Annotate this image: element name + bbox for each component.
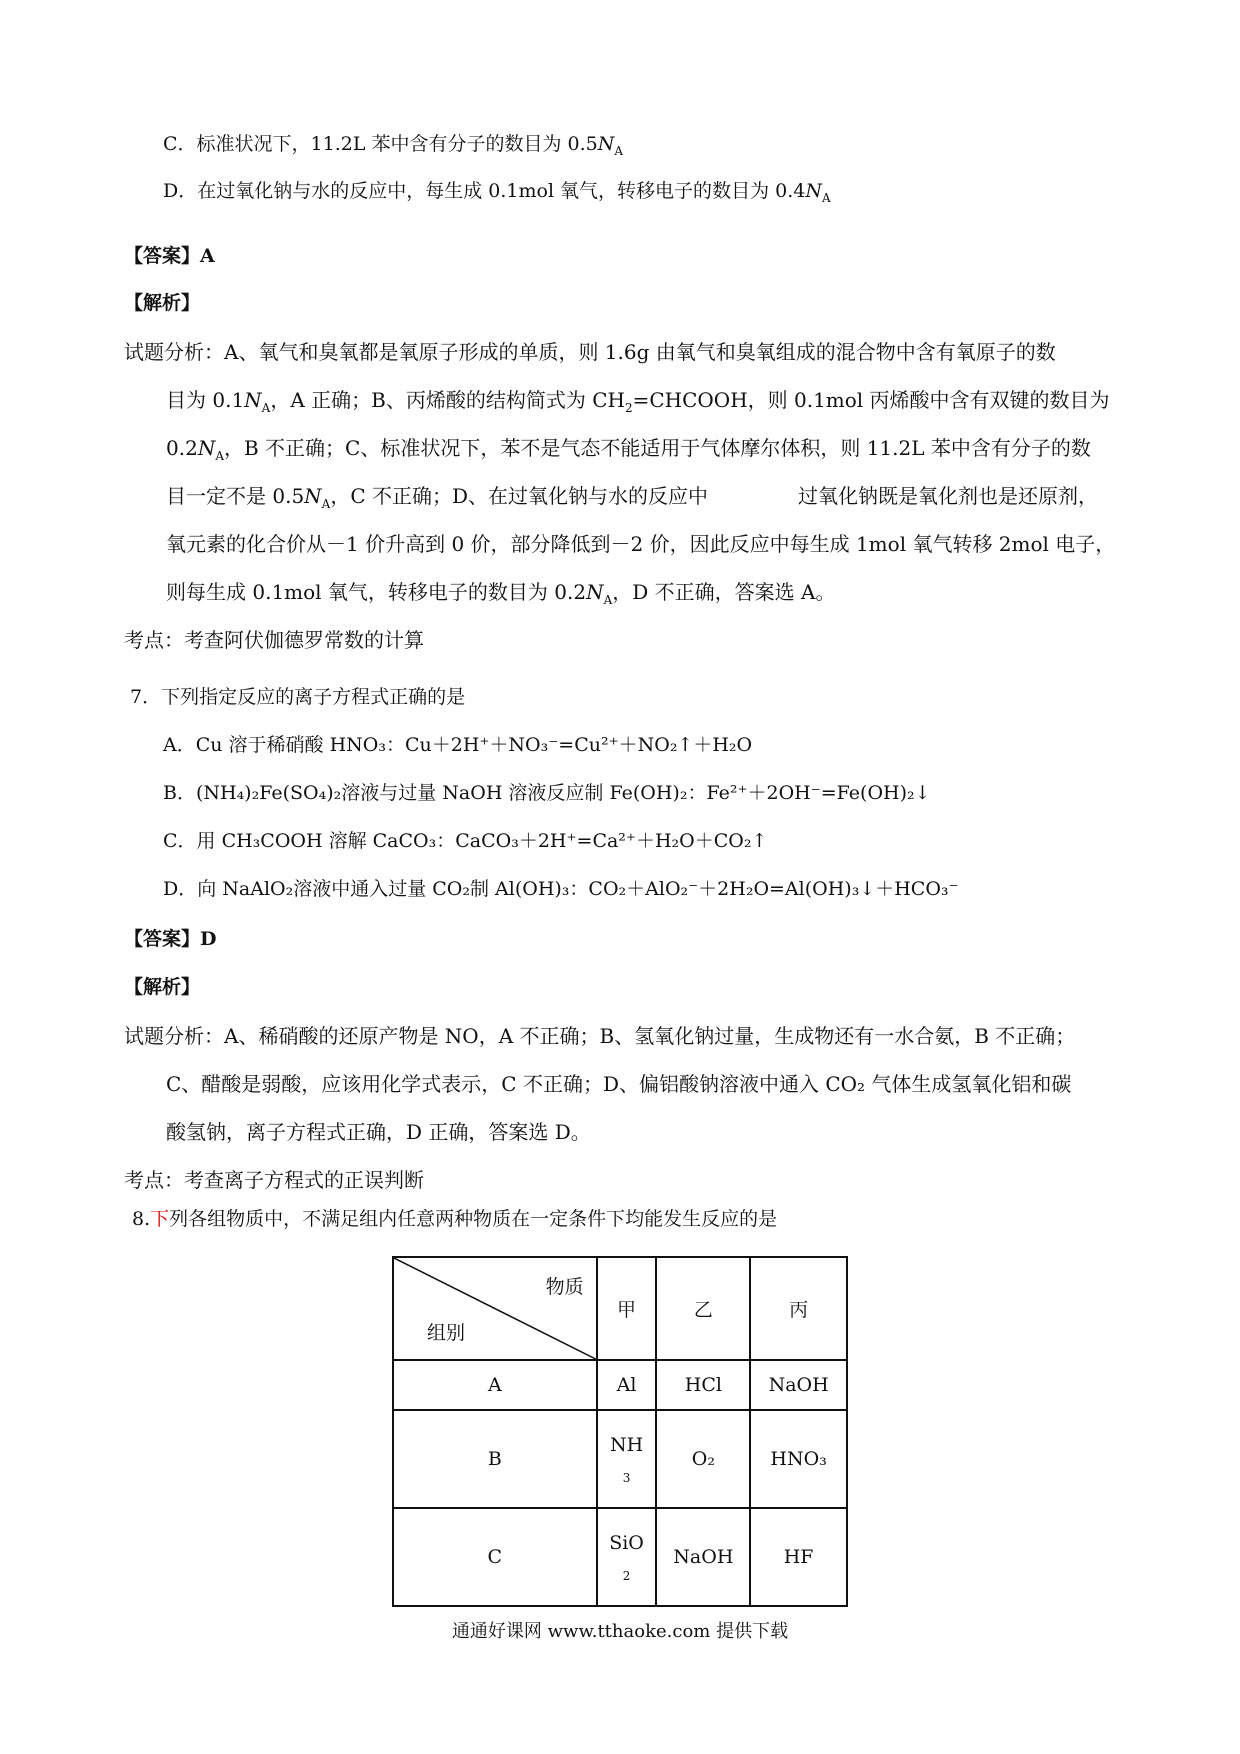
- q8-table: [392, 1256, 848, 1607]
- q7-analysis-line-1: 试题分析：A、稀硝酸的还原产物是 NO，A 不正确；B、氢氧化钠过量，生成物还有一水合氨，B 不正确；: [124, 1024, 1076, 1048]
- q6-analysis-line-5: 氧元素的化合价从－1 价升高到 0 价，部分降低到－2 价，因此反应中每生成 1mol 氧气转移 2mol 电子，: [166, 532, 1116, 556]
- header-jia: 甲: [597, 1257, 657, 1360]
- row-group: C: [393, 1508, 597, 1606]
- q6-answer: 【答案】A: [124, 245, 215, 267]
- table-header-row: [393, 1257, 847, 1360]
- row-jia: NH 3: [597, 1410, 657, 1508]
- header-bing: 丙: [750, 1257, 847, 1360]
- row-group: B: [393, 1410, 597, 1508]
- row-yi: O₂: [656, 1410, 750, 1508]
- q7-stem: 7．下列指定反应的离子方程式正确的是: [130, 686, 466, 708]
- q6-analysis-line-3: $0.2N_A$，B 不正确；C、标准状况下，苯不是气态不能适用于气体摩尔体积，则 11.2L 苯中含有分子的数: [166, 436, 1091, 463]
- q6-analysis-line-1: 试题分析：A、氧气和臭氧都是氧原子形成的单质，则 1.6g 由氧气和臭氧组成的混合物中含有氧原子的数: [124, 340, 1056, 364]
- q6-point: 考点：考查阿伏伽德罗常数的计算: [124, 628, 424, 652]
- table-row: [393, 1360, 847, 1410]
- q6-analysis-line-4: 目一定不是 $0.5N_A$，C 不正确；D、在过氧化钠与水的反应中 过氧化钠既是氧化剂也是还原剂，: [166, 484, 1099, 511]
- table-corner-cell: [393, 1257, 597, 1360]
- row-yi: HCl: [656, 1360, 750, 1410]
- row-bing: HF: [750, 1508, 847, 1606]
- q7-option-a: A．Cu 溶于稀硝酸 HNO₃：Cu＋2H⁺＋NO₃⁻=Cu²⁺＋NO₂↑＋H₂O: [163, 734, 753, 756]
- corner-label-substance: 物质: [545, 1276, 584, 1298]
- row-yi: NaOH: [656, 1508, 750, 1606]
- table-row: [393, 1508, 847, 1606]
- q8-stem: 8.下列各组物质中，不满足组内任意两种物质在一定条件下均能发生反应的是: [132, 1208, 778, 1230]
- q7-answer: 【答案】D: [124, 928, 217, 950]
- table-row: [393, 1410, 847, 1508]
- row-jia: Al: [597, 1360, 657, 1410]
- q7-option-b: B．(NH₄)₂Fe(SO₄)₂溶液与过量 NaOH 溶液反应制 Fe(OH)₂：Fe²⁺＋2OH⁻=Fe(OH)₂↓: [163, 782, 931, 804]
- q6-option-c: C．标准状况下，11.2L 苯中含有分子的数目为 $0.5N_A$: [163, 133, 624, 158]
- q6-analysis-label: 【解析】: [124, 292, 201, 314]
- q7-option-d: D．向 NaAlO₂溶液中通入过量 CO₂制 Al(OH)₃：CO₂＋AlO₂⁻＋2H₂O=Al(OH)₃↓＋HCO₃⁻: [163, 878, 959, 900]
- page-footer: 通通好课网 www.tthaoke.com 提供下载: [451, 1621, 789, 1642]
- corner-label-group: 组别: [427, 1322, 466, 1344]
- row-jia: SiO 2: [597, 1508, 657, 1606]
- q7-option-c: C．用 CH₃COOH 溶解 CaCO₃：CaCO₃＋2H⁺=Ca²⁺＋H₂O＋CO₂↑: [163, 830, 768, 852]
- q7-analysis-line-3: 酸氢钠，离子方程式正确，D 正确，答案选 D。: [166, 1120, 591, 1144]
- q6-analysis-line-6: 则每生成 0.1mol 氧气，转移电子的数目为 $0.2N_A$，D 不正确，答案选 A。: [166, 580, 836, 607]
- row-group: A: [393, 1360, 597, 1410]
- q7-point: 考点：考查离子方程式的正误判断: [124, 1168, 424, 1192]
- header-yi: 乙: [656, 1257, 750, 1360]
- row-bing: HNO₃: [750, 1410, 847, 1508]
- row-bing: NaOH: [750, 1360, 847, 1410]
- q6-analysis-line-2: 目为 $0.1N_A$，A 正确；B、丙烯酸的结构简式为 $CH_2=CHCOOH$，则 0.1mol 丙烯酸中含有双键的数目为: [166, 388, 1110, 415]
- q7-analysis-line-2: C、醋酸是弱酸，应该用化学式表示，C 不正确；D、偏铝酸钠溶液中通入 CO₂ 气体生成氢氧化铝和碳: [166, 1072, 1072, 1096]
- q7-analysis-label: 【解析】: [124, 976, 201, 998]
- q6-option-d: D．在过氧化钠与水的反应中，每生成 0.1mol 氧气，转移电子的数目为 $0.4N_A$: [163, 180, 831, 205]
